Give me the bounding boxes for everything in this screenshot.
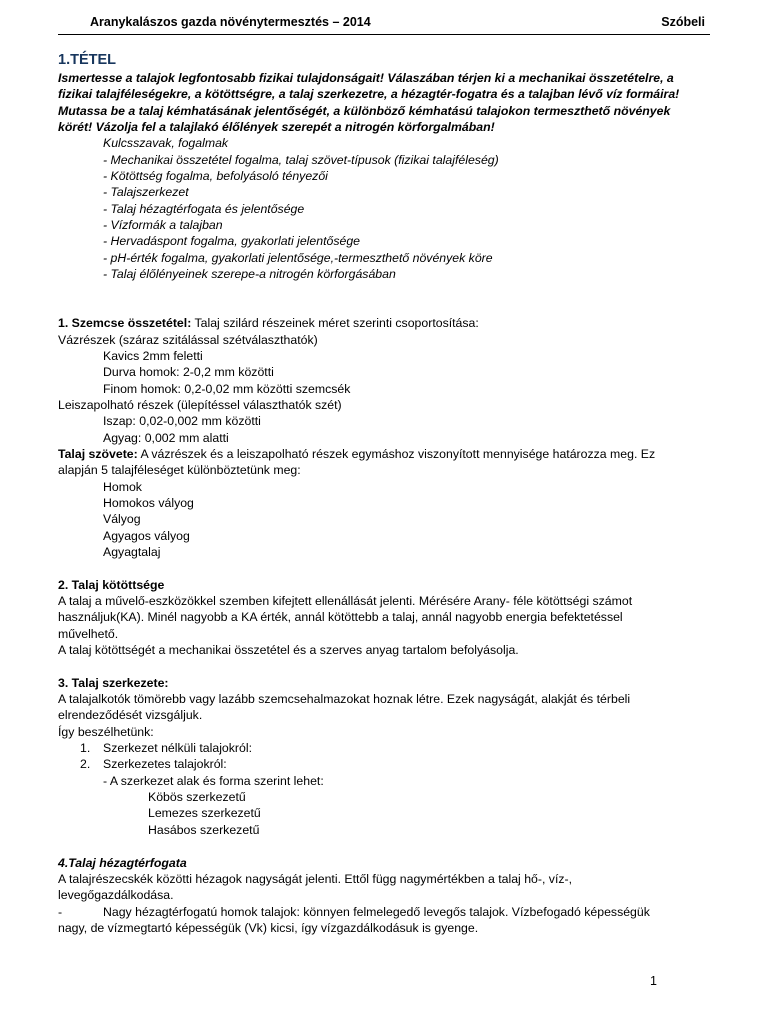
- soil-type-item: Vályog: [103, 512, 141, 527]
- keyword-item: - Hervadáspont fogalma, gyakorlati jelentősége: [103, 234, 361, 249]
- paragraph-line: elrendeződését vizsgáljuk.: [58, 708, 203, 723]
- page-number: 1: [650, 974, 657, 988]
- page-header: [58, 14, 710, 35]
- header-title: Aranykalászos gazda növénytermesztés – 2014: [90, 15, 371, 29]
- keyword-item: - Talaj hézagtérfogata és jelentősége: [103, 201, 305, 216]
- document-body: [58, 51, 710, 936]
- dash-item-cont: nagy, de vízmegtartó képességük (Vk) kicsi, így vízgazdálkodásuk is gyenge.: [58, 920, 479, 935]
- question-line: Mutassa be a talaj kémhatásának jelentőségét, a különböző kémhatású talajokon termeszthető növények: [58, 103, 671, 118]
- keyword-item: - pH-érték fogalma, gyakorlati jelentősége,-termeszthető növények köre: [103, 250, 493, 265]
- fraction-item: Durva homok: 2-0,2 mm közötti: [103, 365, 274, 380]
- soil-type-item: Agyagtalaj: [103, 544, 161, 559]
- soil-texture-paragraph: Talaj szövete: A vázrészek és a leiszapolható részek egymáshoz viszonyított mennyisége határozza meg. Ez: [58, 446, 656, 461]
- fine-fraction-label: Leiszapolható részek (ülepítéssel választhatók szét): [58, 397, 342, 412]
- paragraph-line: A talaj kötöttségét a mechanikai összetétel és a szerves anyag tartalom befolyásolja.: [58, 643, 519, 658]
- section-2-heading: 2. Talaj kötöttsége: [58, 577, 165, 592]
- coarse-fraction-label: Vázrészek (száraz szitálással szétválaszthatók): [58, 332, 318, 347]
- header-exam-type: Szóbeli: [661, 15, 705, 29]
- numbered-item: 2. Szerkezetes talajokról:: [80, 757, 227, 772]
- question-line: Ismertesse a talajok legfontosabb fizikai tulajdonságait! Válaszában térjen ki a mechanikai összetételre, a: [58, 71, 674, 85]
- structure-form-item: Lemezes szerkezetű: [148, 806, 261, 821]
- structure-form-item: Hasábos szerkezetű: [148, 822, 260, 837]
- paragraph-line: A talajalkotók tömörebb vagy lazább szemcsehalmazokat hoznak létre. Ezek nagyságát, alakját és térbeli: [58, 692, 631, 707]
- paragraph-line: A talajrészecskék közötti hézagok nagyságát jelenti. Ettől függ nagymértékben a talaj hő-, víz-,: [58, 871, 573, 886]
- fraction-item: Finom homok: 0,2-0,02 mm közötti szemcsék: [103, 381, 351, 396]
- structure-sub-heading: - A szerkezet alak és forma szerint lehet:: [103, 773, 324, 788]
- fraction-item: Kavics 2mm feletti: [103, 348, 203, 363]
- keywords-heading: Kulcsszavak, fogalmak: [103, 136, 229, 151]
- paragraph-line: levegőgazdálkodása.: [58, 888, 174, 903]
- keyword-item: - Talajszerkezet: [103, 185, 189, 200]
- paragraph-line: Így beszélhetünk:: [58, 724, 154, 739]
- question-line: körét! Vázolja fel a talajlakó élőlények szerepét a nitrogén körforgalmában!: [58, 120, 495, 135]
- keyword-item: - Kötöttség fogalma, befolyásoló tényezői: [103, 169, 328, 184]
- soil-type-item: Homokos vályog: [103, 495, 194, 510]
- keyword-item: - Vízformák a talajban: [103, 218, 223, 233]
- section-3-heading: 3. Talaj szerkezete:: [58, 675, 169, 690]
- dash-item: - Nagy hézagtérfogatú homok talajok: könnyen felmelegedő levegős talajok. Vízbefogadó képességük: [58, 904, 650, 919]
- soil-texture-paragraph-cont: alapján 5 talajféleséget különböztetünk meg:: [58, 463, 301, 478]
- section-1-heading: 1. Szemcse összetétel: Talaj szilárd részeinek méret szerinti csoportosítása:: [58, 316, 479, 331]
- paragraph-line: A talaj a művelő-eszközökkel szemben kifejtett ellenállását jelenti. Mérésére Arany- féle kötöttségi számot: [58, 594, 633, 608]
- fraction-item: Iszap: 0,02-0,002 mm közötti: [103, 414, 261, 429]
- topic-title: 1.TÉTEL: [58, 52, 117, 68]
- soil-type-item: Agyagos vályog: [103, 528, 190, 543]
- keyword-item: - Talaj élőlényeinek szerepe-a nitrogén körforgásában: [103, 267, 396, 282]
- soil-type-item: Homok: [103, 479, 142, 494]
- fraction-item: Agyag: 0,002 mm alatti: [103, 430, 229, 445]
- section-4-heading: 4.Talaj hézagtérfogata: [58, 855, 187, 870]
- keyword-item: - Mechanikai összetétel fogalma, talaj szövet-típusok (fizikai talajféleség): [103, 152, 499, 167]
- question-line: fizikai talajféleségekre, a kötöttségre, a talaj szerkezetre, a hézagtér-fogatra és a talajban lévő víz formáira!: [58, 87, 680, 102]
- paragraph-line: művelhető.: [58, 626, 119, 641]
- structure-form-item: Köbös szerkezetű: [148, 790, 246, 805]
- paragraph-line: használjuk(KA). Minél nagyobb a KA érték, annál kötöttebb a talaj, annál nagyobb energia befektetéssel: [58, 610, 623, 625]
- numbered-item: 1. Szerkezet nélküli talajokról:: [80, 741, 252, 756]
